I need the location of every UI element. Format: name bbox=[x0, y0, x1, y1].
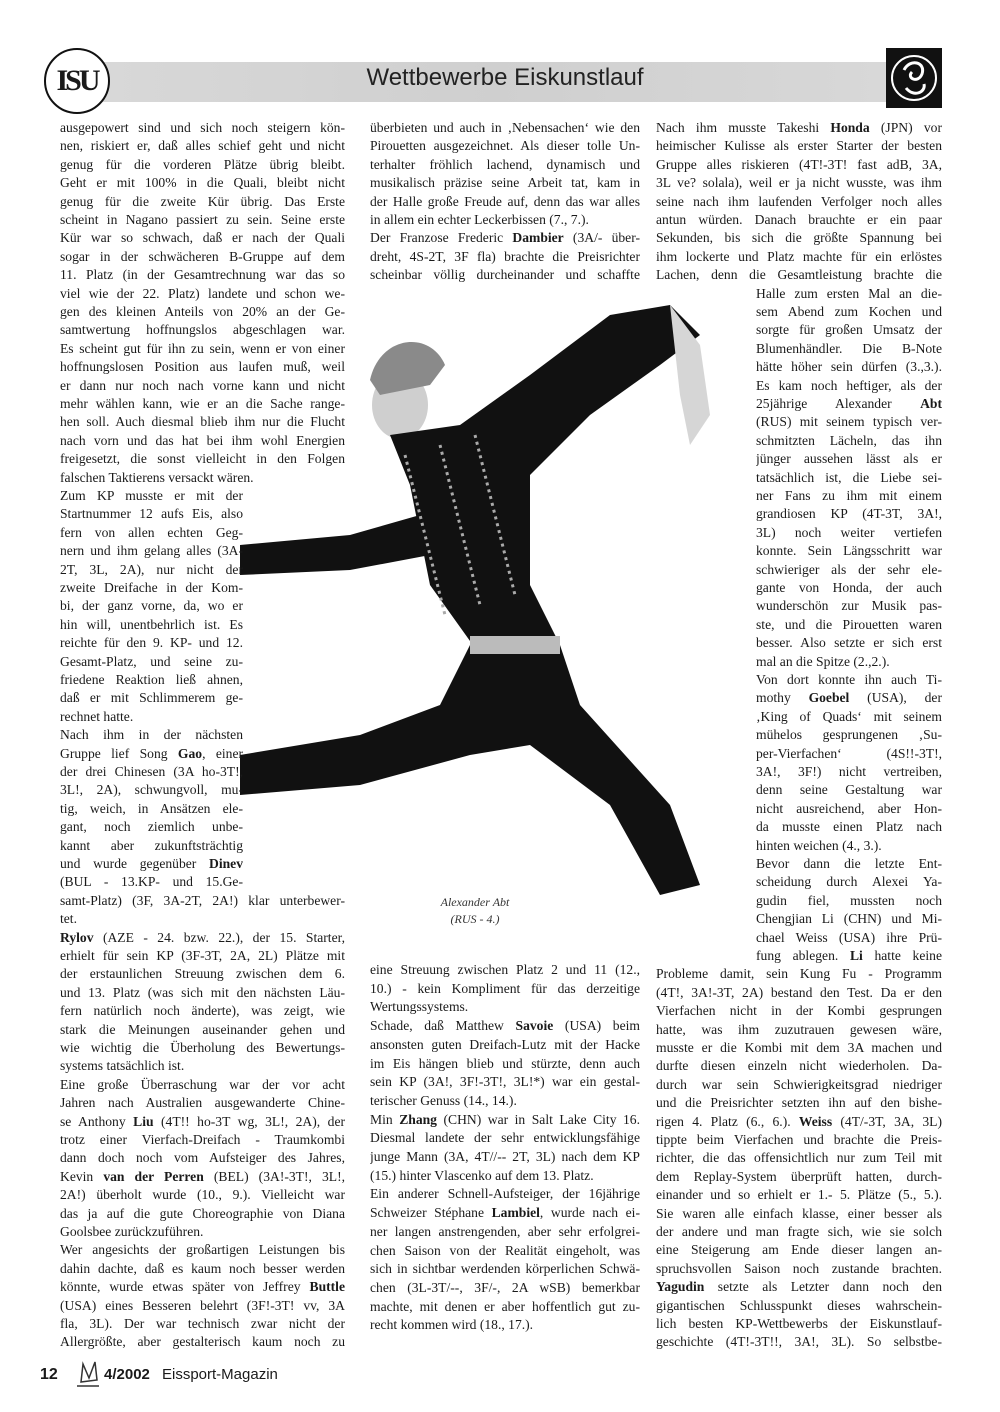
text-line: richter, die das offensichtlich nur zum Teil mit bbox=[656, 1150, 942, 1166]
text-line: daß er mit Schlimmerem ge- bbox=[60, 690, 243, 706]
text-line: dann doch noch vom Aufsteiger des Jahres, bbox=[60, 1150, 345, 1166]
text-line: schwieriger als der sehr ele- bbox=[756, 561, 942, 577]
text-segment: hatte keine bbox=[862, 948, 942, 963]
text-line: fern natürlich noch änderte), was zeigt, wie bbox=[60, 1003, 345, 1019]
text-segment: (4T!! ho-3T wg, 3L!, 2A), der bbox=[153, 1113, 345, 1129]
skater-name: Abt bbox=[920, 396, 942, 411]
text-line: jünger aussehen lässt als er bbox=[756, 451, 942, 467]
text-line: terischer Genuss (14., 14.). bbox=[370, 1092, 517, 1108]
text-line: durfte diesen einzeln nicht wiederholen. Da- bbox=[656, 1058, 942, 1074]
text-line: Zum KP musste er mit der bbox=[60, 488, 243, 503]
text-segment: rigen 4. Platz (6., 6.). bbox=[656, 1113, 799, 1129]
text-segment: (3A/- über- bbox=[563, 230, 640, 246]
text-segment: (USA), der bbox=[849, 690, 942, 706]
text-line: ausgepowert sind und sich noch steigern kön- bbox=[60, 120, 345, 135]
text-line: fla, 3L). Der war technisch zwar nicht der bbox=[60, 1316, 345, 1331]
text-line bbox=[656, 1113, 942, 1132]
text-segment: , wurde nach ei- bbox=[539, 1205, 640, 1221]
text-line: im Eis hängen blieb und stürzte, denn auch bbox=[370, 1055, 640, 1071]
text-line: Es kam noch heftiger, als der bbox=[756, 377, 942, 393]
text-line: gen des kleinen Anteils von 20% an der Ge- bbox=[60, 304, 345, 319]
text-line: fern von allen echten Geg- bbox=[60, 524, 243, 540]
text-line: scheidung durch Alexei Ya- bbox=[756, 874, 942, 890]
text-line: sich in sichtbar werdenden körperlichen Schwä- bbox=[370, 1261, 640, 1277]
text-line: Sekunden, bis sich die größte Spannung bei bbox=[656, 230, 942, 246]
text-line: chael Weiss (USA) ihre Prü- bbox=[756, 929, 942, 945]
text-line: tippte beim Vierfachen und brachte die Preis- bbox=[656, 1132, 942, 1147]
text-line: hinten weichen (4., 3.). bbox=[756, 837, 882, 853]
text-line: scheint in Nagano passiert zu sein. Seine erste bbox=[60, 212, 345, 227]
skater-name: Savoie bbox=[515, 1018, 554, 1034]
text-line: der erstaunlichen Streuung zwischen dem 6. bbox=[60, 966, 345, 982]
text-line: dahin dachte, daß es kaum noch besser werden bbox=[60, 1260, 345, 1276]
page-number: 12 bbox=[40, 1366, 58, 1383]
text-line: chen (3L-3T/--, 3F/-, 2A wSB) bemerkbar bbox=[370, 1279, 640, 1295]
text-line: 3L) noch weiter vertiefen bbox=[756, 524, 942, 540]
text-line: rechnet hatte. bbox=[60, 708, 134, 724]
text-segment: 25jährige Alexander bbox=[756, 396, 921, 411]
text-line bbox=[60, 1168, 345, 1187]
text-line: eine Streuung zwischen Platz 2 und 11 (12., bbox=[370, 962, 640, 977]
text-line: bi, der ganz vorne, da, wo er bbox=[60, 598, 243, 614]
page-title: Wettbewerbe Eiskunstlauf bbox=[366, 64, 644, 91]
text-line: junge Mann (3A, 4T//-- 2T, 3L) nach dem KP bbox=[370, 1149, 640, 1164]
text-segment: (JPN) vor bbox=[869, 120, 942, 135]
text-line: schmitzten Lächeln, das ihn bbox=[756, 432, 942, 448]
text-line: der andere und man fragte sich, wie sie solch bbox=[656, 1224, 942, 1239]
text-line: Es scheint gut für ihn zu sein, wenn er von einer bbox=[60, 340, 345, 356]
text-line: (USA) eines Besseren belehrt (3F!-3T! vv, 3A bbox=[60, 1297, 345, 1313]
skater-name: Liu bbox=[133, 1113, 154, 1129]
text-line: Probleme damit, sein Kung Fu - Programm bbox=[656, 966, 942, 982]
text-segment: , einer bbox=[202, 745, 243, 761]
text-line: Bevor dann die letzte Ent- bbox=[756, 856, 942, 871]
event-logo-icon bbox=[886, 48, 942, 108]
text-segment: Min bbox=[370, 1111, 400, 1127]
text-line: mühelos gesprungenen ‚Su- bbox=[756, 727, 942, 743]
text-line: Jahren nach Australien ausgewanderte Chine- bbox=[60, 1095, 345, 1111]
photo-caption-name: Alexander Abt bbox=[440, 895, 510, 909]
text-line: Startnummer 12 aufs Eis, also bbox=[60, 506, 243, 522]
text-line: (15.) hinter Vlascenko auf dem 13. Platz. bbox=[370, 1167, 594, 1183]
text-line: Chengjian Li (CHN) und Mi- bbox=[756, 911, 942, 927]
text-line: 3A!, 3F!) nicht vertreiben, bbox=[756, 764, 942, 779]
text-line: spruchsvollen Saison noch zustande brachten. bbox=[656, 1260, 942, 1276]
text-line: sein KP (3A!, 3F!-3T!, 3L!*) war ein gestal- bbox=[370, 1074, 640, 1090]
text-line: ner langen anstrengenden, aber sehr erfolgrei- bbox=[370, 1223, 640, 1239]
text-line: Sie waren alle einfach klasse, einer besser als bbox=[656, 1205, 942, 1221]
text-segment: (4T/-3T, 3A, 3L) bbox=[832, 1113, 942, 1129]
isu-logo-text: ISU bbox=[56, 64, 98, 97]
text-line: da musste einen Platz nach bbox=[756, 819, 942, 835]
text-line bbox=[756, 395, 942, 414]
text-line: (4T!, 3A!-3T, 2A) bestand den Test. Da er den bbox=[656, 984, 942, 1000]
text-line: nern und ihm gelang alles (3A- bbox=[60, 543, 243, 559]
text-line: 3L!, 2A), schwungvoll, mu- bbox=[60, 782, 243, 798]
text-line: grandiosen KP (4T-3T, 3A!, bbox=[756, 506, 942, 522]
text-line: hoffnungslosen Position aus laufen muß, weil bbox=[60, 359, 345, 375]
text-line: mal an die Spitze (2.,2.). bbox=[756, 653, 890, 669]
text-line bbox=[60, 1113, 345, 1132]
text-segment: (USA) beim bbox=[553, 1018, 640, 1034]
text-line bbox=[60, 1278, 345, 1297]
text-line bbox=[60, 929, 345, 948]
text-segment: könnte, wurde etwas später von Jeffrey bbox=[60, 1279, 310, 1295]
text-line: er dann nur noch nach vorne kann und nicht bbox=[60, 377, 345, 393]
issue-number: 4/2002 bbox=[104, 1366, 150, 1383]
text-line: denn seine Gestaltung war bbox=[756, 782, 942, 798]
text-line: sem Abend zum Kochen und bbox=[756, 304, 942, 319]
photo-caption-detail: (RUS - 4.) bbox=[450, 912, 500, 926]
text-line: dreht, 4S-2T, 3F fla) brachte die Preisrichter bbox=[370, 248, 640, 264]
text-line: Halle zum ersten Mal an die- bbox=[756, 285, 942, 301]
text-line: freigesetzt, die sonst vielleicht in den Folgen bbox=[60, 451, 345, 467]
text-line: 2A!) überholt wurde (10., 9.). Vielleicht war bbox=[60, 1187, 345, 1203]
text-line: trotz einer Vierfach-Dreifach - Traumkombi bbox=[60, 1132, 345, 1147]
text-segment: (BEL) (3A!-3T!, 3L!, bbox=[203, 1168, 345, 1184]
text-line: musste er die Kombi mit dem 3A machen und bbox=[656, 1040, 942, 1055]
text-line: einander und so erhielt er 1.- 5. Plätze (5., 5.). bbox=[656, 1187, 942, 1203]
text-line: wie wichtig die Überholung des Bewertungs- bbox=[60, 1040, 345, 1055]
text-line bbox=[370, 1017, 640, 1036]
text-line bbox=[60, 855, 243, 874]
text-line: in allem ein echter Leckerbissen (7., 7.). bbox=[370, 212, 589, 227]
text-segment: fung ablegen. bbox=[756, 948, 850, 963]
text-line: besser. Also setzte er sich erst bbox=[756, 635, 942, 651]
text-line: ansonsten guten Dreifach-Lutz mit der Hacke bbox=[370, 1036, 640, 1052]
skater-name: Goebel bbox=[808, 690, 850, 706]
text-line: und die Preisrichter setzten ihn auf den bishe- bbox=[656, 1095, 942, 1111]
text-line: der Halle große Freude auf, denn das war alles bbox=[370, 193, 640, 209]
text-line: Von dort konnte ihn auch Ti- bbox=[756, 672, 942, 687]
text-segment: und wurde gegenüber bbox=[60, 856, 210, 871]
text-line bbox=[370, 1111, 640, 1130]
skater-name: Gao bbox=[177, 745, 203, 761]
text-line: Geht er mit 100% in die Quali, bleibt nicht bbox=[60, 175, 345, 191]
text-line: musikalisch präzise seine Arbeit tat, kam in bbox=[370, 175, 640, 191]
text-segment: se Anthony bbox=[60, 1113, 134, 1129]
text-line: recht kommen wird (18., 17.). bbox=[370, 1317, 534, 1333]
text-line: gante von Honda, der auch bbox=[756, 580, 942, 595]
text-line: lich besten KP-Wettbewerbs der Eiskunstlauf- bbox=[656, 1316, 942, 1331]
text-segment: Schade, daß Matthew bbox=[370, 1018, 516, 1034]
text-line: nicht ausreichend, aber Hon- bbox=[756, 800, 942, 816]
skater-name: Zhang bbox=[399, 1111, 437, 1127]
text-line: reichte für den 9. KP- und 12. bbox=[60, 635, 243, 651]
skate-icon bbox=[75, 1360, 101, 1390]
skater-name: Rylov bbox=[60, 929, 94, 945]
text-line: Lachen, denn die Gesamtleistung brachte die bbox=[656, 267, 942, 283]
text-line: (BUL - 13.KP- und 15.Ge- bbox=[60, 874, 243, 890]
text-line: Eine große Überraschung war der vor acht bbox=[60, 1076, 345, 1092]
text-line: viel wie der 22. Platz) landete und schon we- bbox=[60, 285, 345, 301]
text-line: ste, und die Pirouetten waren bbox=[756, 616, 942, 632]
text-line: chen Saison von der Realität eingeholt, was bbox=[370, 1242, 640, 1258]
text-segment: (AZE - 24. bzw. 22.), der 15. Starter, bbox=[93, 929, 345, 945]
magazine-name: Eissport-Magazin bbox=[162, 1366, 278, 1383]
text-line: samt-Platz) (3F, 3A-2T, 2A!) klar unterbewer- bbox=[60, 892, 345, 908]
text-line: der drei Chinesen (3A ho-3T!, bbox=[60, 764, 243, 779]
text-line: ihm lockerte und Platz machte für ein erlöstes bbox=[656, 248, 942, 264]
text-segment: Nach ihm musste Takeshi bbox=[656, 120, 831, 135]
text-line: das ja auf die gute Choreographie von Diana bbox=[60, 1205, 345, 1221]
text-line: kannt aber zukunftsträchtig bbox=[60, 837, 243, 853]
text-line: tet. bbox=[60, 911, 77, 927]
text-line: genug für die vorderen Plätze übrig bleibt. bbox=[60, 156, 345, 172]
text-line: heimischer Kulisse als erster Starter der besten bbox=[656, 138, 942, 154]
text-line: hätte höher sein dürfen (3.,3.). bbox=[756, 359, 942, 375]
text-line: machte, mit denen er aber hoffentlich gut zu- bbox=[370, 1298, 640, 1314]
text-line: gudin fiel, mussten noch bbox=[756, 892, 942, 908]
text-line bbox=[656, 119, 942, 138]
text-line: hin will, unentbehrlich ist. Es bbox=[60, 616, 243, 632]
text-segment: Der Franzose Frederic bbox=[370, 230, 513, 246]
text-segment: Kevin bbox=[60, 1168, 104, 1184]
text-line: Allergrößte, aber gestalterisch kaum noch zu bbox=[60, 1334, 345, 1350]
text-line: ‚King of Quads‘ mit seinem bbox=[756, 708, 942, 724]
text-line bbox=[756, 689, 942, 708]
text-line: Ein anderer Schnell-Aufsteiger, der 16jährige bbox=[370, 1186, 640, 1202]
text-line: nen, riskiert er, daß alles schief geht und nicht bbox=[60, 138, 345, 154]
text-line: Wer angesichts der großartigen Leistungen bis bbox=[60, 1242, 345, 1258]
text-segment: mothy bbox=[756, 690, 809, 706]
text-line bbox=[370, 229, 640, 248]
text-segment: Schweizer Stéphane bbox=[370, 1205, 492, 1221]
text-line bbox=[60, 745, 243, 764]
text-line: (RUS) mit seinem typisch ver- bbox=[756, 414, 942, 430]
text-line: sorgte für großen Umsatz der bbox=[756, 322, 942, 338]
skater-name: Yagudin bbox=[656, 1279, 705, 1295]
text-line: nach vorn und das hat bei ihm wohl Energien bbox=[60, 432, 345, 448]
text-line: gigantischen Schlusspunkt dieses wahrschein- bbox=[656, 1297, 942, 1313]
skater-name: van der Perren bbox=[103, 1168, 204, 1184]
text-line: Nach ihm in der nächsten bbox=[60, 727, 243, 743]
text-line bbox=[756, 947, 942, 966]
skater-name: Weiss bbox=[798, 1113, 833, 1129]
text-line: samtwertung hoffnungslos abgeschlagen war. bbox=[60, 322, 345, 338]
text-line: Kür war so schwach, daß er nach der Quali bbox=[60, 230, 345, 246]
skater-name: Li bbox=[849, 948, 863, 963]
text-line: eine Steigerung am Ende dieser langen an- bbox=[656, 1242, 942, 1258]
text-line: 10.) - kein Kompliment für das derzeitige bbox=[370, 980, 640, 996]
text-line: erhielt für sein KP (3F-3T, 2A, 2L) Plätze mit bbox=[60, 948, 345, 963]
text-line: ner Fans zu ihm mit einem bbox=[756, 488, 942, 503]
text-line: Gruppe alles riskieren (4T!-3T! fast adB, 3A, bbox=[656, 156, 942, 172]
text-line: mehr wählen kann, wie er an die Sache range- bbox=[60, 396, 345, 411]
skater-name: Dinev bbox=[209, 856, 243, 871]
text-line: zweite Dreifache in der Kom- bbox=[60, 580, 243, 595]
skater-name: Honda bbox=[830, 120, 870, 135]
text-line: durch war sein Schwierigkeitsgrad niedriger bbox=[656, 1076, 942, 1092]
text-line: friedene Reaktion ließ ahnen, bbox=[60, 672, 243, 687]
text-line: konnte. Sein Längsschritt war bbox=[756, 543, 942, 559]
text-line: sogar in der schwächeren B-Gruppe auf dem bbox=[60, 248, 345, 264]
text-line: per-Vierfachen‘ (4S!!-3T!, bbox=[756, 745, 942, 761]
text-line: hatte, was ihm zuzutrauen gewesen wäre, bbox=[656, 1021, 942, 1037]
text-line bbox=[656, 1278, 942, 1297]
text-line: tig, weich, in Ansätzen ele- bbox=[60, 800, 243, 816]
text-line: gant, noch ziemlich unbe- bbox=[60, 819, 243, 835]
text-line: Diesmal landete der sehr entwicklungsfähige bbox=[370, 1130, 640, 1146]
text-line: wunderschön zur Musik pas- bbox=[756, 598, 942, 614]
text-line: terhalter fröhlich lachend, dynamisch und bbox=[370, 156, 640, 172]
text-line: Wertungssystems. bbox=[370, 999, 469, 1015]
text-line: 2T, 3L, 2A), nur nicht der bbox=[60, 561, 243, 577]
text-segment: Gruppe lief Song bbox=[60, 745, 178, 761]
text-line: 11. Platz (in der Gesamtrechnung war das so bbox=[60, 267, 345, 283]
text-segment: setzte als Letzter dann noch den bbox=[704, 1279, 942, 1295]
text-line: und 13. Platz (was sich mit den nächsten Läu- bbox=[60, 984, 345, 1000]
text-line: falschen Taktierens versackt wären. bbox=[60, 469, 254, 485]
skater-name: Buttle bbox=[309, 1279, 345, 1295]
text-line bbox=[370, 1204, 640, 1223]
text-line: systems tatsächlich ist. bbox=[60, 1058, 185, 1074]
text-line: antun würden. Danach brauchte er ein paar bbox=[656, 212, 942, 227]
text-line: Gesamt-Platz, und seine zu- bbox=[60, 653, 243, 669]
text-line: tatsächlich ist, die Liebe sei- bbox=[756, 469, 942, 485]
text-line: geschichte (4T!-3T!!, 3A!, 3L). So selbstbe- bbox=[656, 1334, 942, 1350]
text-line: hen soll. Auch diesmal blieb ihm nur die Flucht bbox=[60, 414, 345, 430]
text-line: Goolsbee zurückzuführen. bbox=[60, 1224, 204, 1239]
text-line: Blumenhändler. Die B-Note bbox=[756, 340, 942, 356]
skater-name: Lambiel bbox=[491, 1205, 540, 1221]
skater-name: Dambier bbox=[512, 230, 564, 246]
text-line: dem Replay-System überprüft hatten, durch- bbox=[656, 1168, 942, 1184]
text-line: scheinbar völlig durcheinander und schaffte bbox=[370, 267, 640, 283]
text-line: 3L ve? solala), weil er ja nicht wusste, was ihm bbox=[656, 175, 942, 191]
text-line: stark die Meinungen auseinander gehen und bbox=[60, 1021, 345, 1037]
text-line: seine nach ihm laufenden Verfolger noch alles bbox=[656, 193, 942, 209]
text-line: Vierfachen nicht in der Kombi gesprungen bbox=[656, 1003, 942, 1019]
text-line: Pirouetten ausgezeichnet. Als dieser tolle Un- bbox=[370, 138, 640, 154]
text-segment: (CHN) war in Salt Lake City 16. bbox=[436, 1111, 640, 1127]
text-line: genug für die zweite Kür übrig. Das Erste bbox=[60, 193, 345, 209]
text-line: überbieten und auch in ‚Nebensachen‘ wie den bbox=[370, 120, 640, 135]
